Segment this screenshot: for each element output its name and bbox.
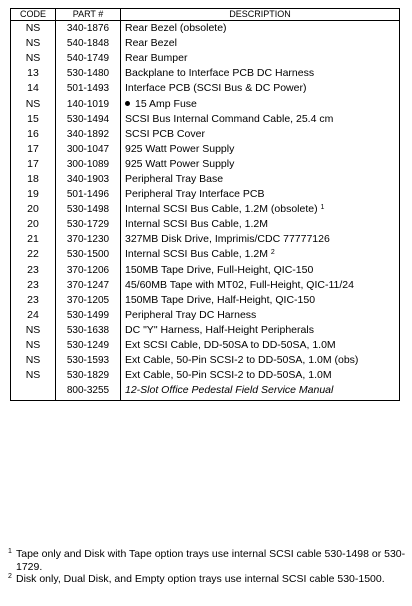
cell-part-number: 530-1638 [56,323,121,338]
table-row [11,66,400,81]
table-row [11,368,400,383]
cell-code: NS [11,353,56,368]
cell-code: NS [11,368,56,383]
cell-code: 16 [11,127,56,142]
cell-description [121,66,400,81]
cell-code: 22 [11,247,56,262]
description-text: DC "Y" Harness, Half-Height Peripherals [125,323,314,336]
cell-description [121,308,400,323]
footnote-2 [8,573,408,586]
description-text: 327MB Disk Drive, Imprimis/CDC 77777126 [125,233,330,246]
cell-description [121,368,400,383]
header-description: DESCRIPTION [121,9,400,21]
cell-part-number: 540-1749 [56,51,121,66]
cell-description [121,217,400,232]
cell-part-number: 300-1089 [56,157,121,172]
table-row [11,217,400,232]
cell-code: 23 [11,263,56,278]
description-text: Internal SCSI Bus Cable, 1.2M [125,218,268,231]
cell-code: 15 [11,112,56,127]
table-row [11,293,400,308]
description-text: 925 Watt Power Supply [125,142,235,155]
cell-description [121,142,400,157]
bullet-icon [125,101,130,106]
description-text: 12-Slot Office Pedestal Field Service Manual [125,384,334,397]
cell-description [121,81,400,96]
cell-code: NS [11,51,56,66]
header-code: CODE [11,9,56,21]
cell-part-number: 530-1829 [56,368,121,383]
cell-part-number: 300-1047 [56,142,121,157]
description-text: 150MB Tape Drive, Full-Height, QIC-150 [125,263,314,276]
cell-description [121,51,400,66]
cell-part-number: 530-1480 [56,66,121,81]
table-row [11,142,400,157]
footnote-mark: 2 [8,573,12,580]
description-text: SCSI Bus Internal Command Cable, 25.4 cm [125,112,334,125]
cell-part-number: 530-1729 [56,217,121,232]
cell-description [121,383,400,401]
cell-description [121,187,400,202]
cell-code: 19 [11,187,56,202]
cell-description [121,127,400,142]
cell-code: 18 [11,172,56,187]
table-row [11,308,400,323]
table-row [11,202,400,217]
cell-code: 23 [11,293,56,308]
cell-description [121,112,400,127]
table-row [11,112,400,127]
table-header-row [11,9,400,21]
cell-description [121,36,400,51]
cell-code: NS [11,338,56,353]
description-text: Peripheral Tray Interface PCB [125,188,265,201]
cell-code: NS [11,323,56,338]
cell-code: NS [11,36,56,51]
table-row [11,36,400,51]
table-row [11,157,400,172]
cell-part-number: 501-1493 [56,81,121,96]
cell-code: 13 [11,66,56,81]
cell-description [121,96,400,111]
cell-description [121,21,400,37]
description-text: Rear Bezel [125,37,177,50]
description-text: Internal SCSI Bus Cable, 1.2M (obsolete) [125,203,318,216]
table-row [11,127,400,142]
cell-description [121,202,400,217]
cell-part-number: 800-3255 [56,383,121,401]
cell-part-number: 530-1494 [56,112,121,127]
cell-description [121,157,400,172]
cell-part-number: 340-1903 [56,172,121,187]
cell-part-number: 340-1876 [56,21,121,37]
table-row [11,323,400,338]
table-row [11,263,400,278]
cell-code: 21 [11,232,56,247]
table-row [11,353,400,368]
table-row [11,96,400,111]
description-text: Ext SCSI Cable, DD-50SA to DD-50SA, 1.0M [125,339,336,352]
cell-code: 23 [11,278,56,293]
cell-part-number: 530-1249 [56,338,121,353]
cell-part-number: 370-1205 [56,293,121,308]
cell-part-number: 530-1500 [56,247,121,262]
table-row [11,187,400,202]
cell-code: 17 [11,142,56,157]
table-row [11,247,400,262]
cell-code: 17 [11,157,56,172]
footnote-ref: 1 [320,204,325,212]
cell-description [121,293,400,308]
description-text: Interface PCB (SCSI Bus & DC Power) [125,82,307,95]
table-row [11,172,400,187]
cell-part-number: 370-1247 [56,278,121,293]
table-row [11,383,400,401]
cell-description [121,172,400,187]
cell-description [121,353,400,368]
description-text: Backplane to Interface PCB DC Harness [125,67,315,80]
cell-part-number: 370-1230 [56,232,121,247]
description-text: Ext Cable, 50-Pin SCSI-2 to DD-50SA, 1.0M (obs) [125,354,359,367]
description-text: 150MB Tape Drive, Half-Height, QIC-150 [125,293,316,306]
parts-table [10,8,400,401]
description-text: Peripheral Tray Base [125,172,224,185]
description-text: Peripheral Tray DC Harness [125,308,257,321]
cell-description [121,278,400,293]
cell-code: 20 [11,217,56,232]
cell-part-number: 370-1206 [56,263,121,278]
cell-description [121,263,400,278]
footnote-1 [8,548,408,573]
table-body [11,21,400,401]
description-text: 925 Watt Power Supply [125,157,235,170]
cell-part-number: 501-1496 [56,187,121,202]
table-row [11,21,400,37]
header-part: PART # [56,9,121,21]
cell-part-number: 140-1019 [56,96,121,111]
cell-code: 14 [11,81,56,96]
footnotes [8,548,408,586]
description-text: 15 Amp Fuse [135,97,197,110]
cell-code: 24 [11,308,56,323]
table-row [11,81,400,96]
footnote-mark: 1 [8,548,12,555]
cell-code: NS [11,21,56,37]
table-row [11,51,400,66]
cell-description [121,232,400,247]
table-row [11,278,400,293]
description-text: Rear Bumper [125,52,188,65]
footnote-text: Disk only, Dual Disk, and Empty option trays use internal SCSI cable 530-1500. [16,573,385,585]
cell-part-number: 530-1593 [56,353,121,368]
cell-part-number: 340-1892 [56,127,121,142]
cell-code [11,383,56,401]
description-text: Ext Cable, 50-Pin SCSI-2 to DD-50SA, 1.0M [125,369,332,382]
table-row [11,232,400,247]
cell-description [121,323,400,338]
table-row [11,338,400,353]
description-text: 45/60MB Tape with MT02, Full-Height, QIC-11/24 [125,278,354,291]
footnote-ref: 2 [270,249,275,257]
cell-code: NS [11,96,56,111]
cell-description [121,247,400,262]
footnote-text: Tape only and Disk with Tape option trays use internal SCSI cable 530-1498 or 530-1729. [16,548,406,573]
description-text: Rear Bezel (obsolete) [125,22,227,35]
description-text: Internal SCSI Bus Cable, 1.2M [125,248,268,261]
cell-part-number: 530-1499 [56,308,121,323]
cell-part-number: 540-1848 [56,36,121,51]
cell-code: 20 [11,202,56,217]
cell-description [121,338,400,353]
cell-part-number: 530-1498 [56,202,121,217]
description-text: SCSI PCB Cover [125,127,205,140]
